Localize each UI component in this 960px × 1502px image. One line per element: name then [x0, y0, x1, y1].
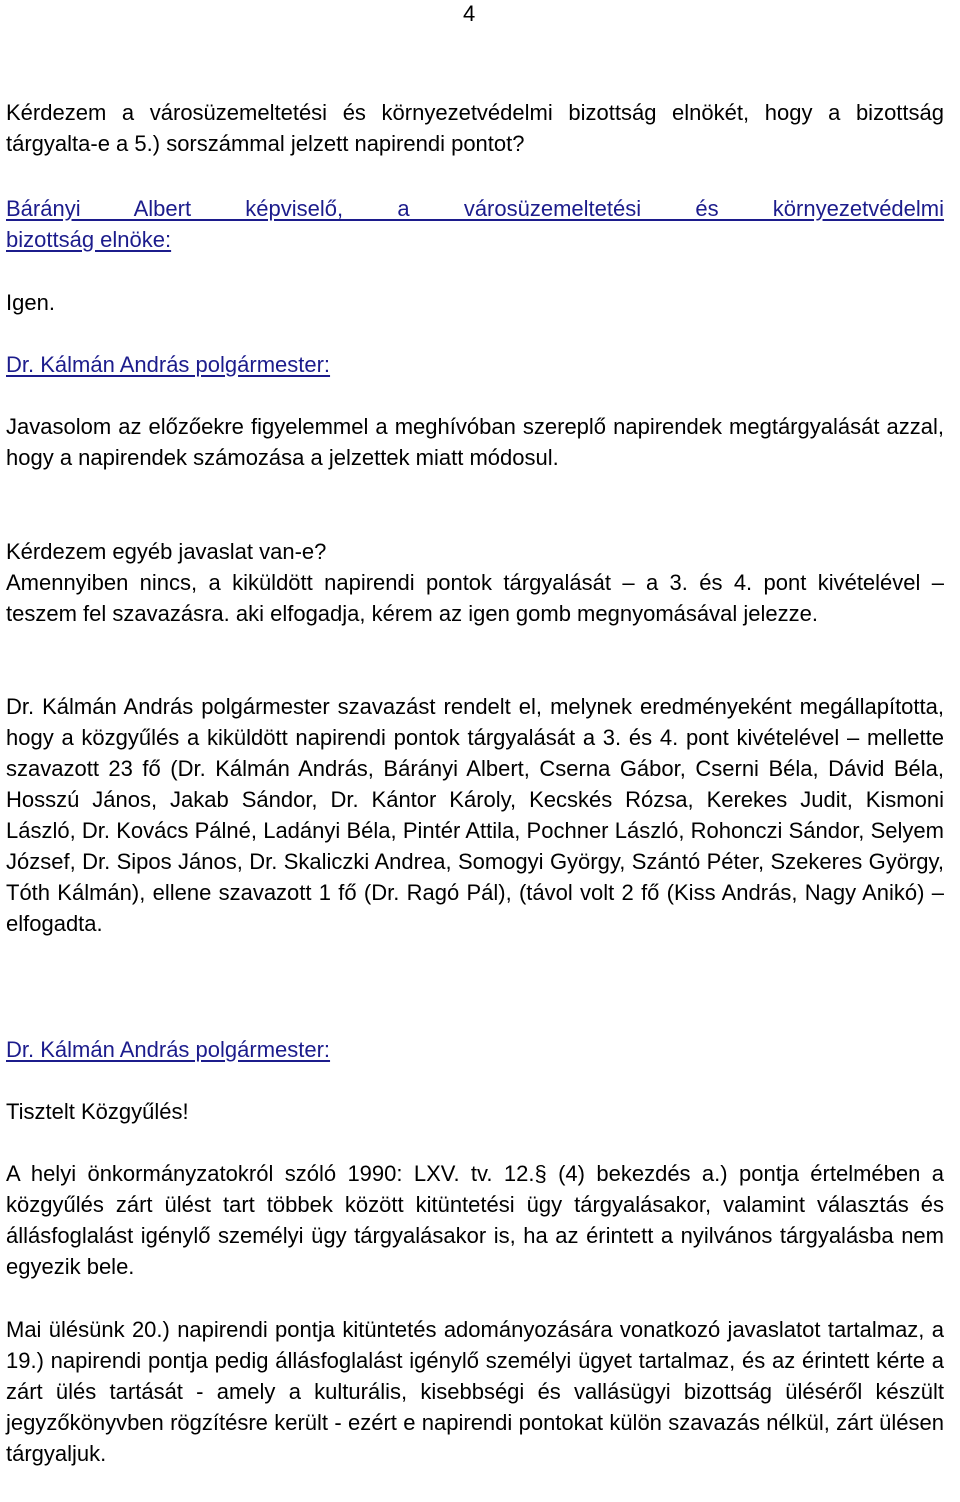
speaker-heading-baranyi — [6, 193, 944, 255]
speaker-name-line2: bizottság elnöke: — [6, 227, 172, 252]
question-other-proposal: Kérdezem egyéb javaslat van-e? — [6, 539, 327, 564]
greeting-paragraph: Tisztelt Közgyűlés! — [6, 1099, 189, 1124]
legal-basis-paragraph: A helyi önkormányzatokról szóló 1990: LXV. tv. 12.§ (4) bekezdés a.) pontja értelmében a közgyűlés zárt ülést tart többek között kitüntetési ügy tárgyalásakor, valamint választás és állásfoglalást igénylő személyi ügy tárgyalásakor is, ha az érintett a nyilvános tárgyalásba nem egyezik bele. — [6, 1161, 944, 1279]
speaker-name-line1: Bárányi Albert képviselő, a városüzemeltetési és környezetvédelmi — [6, 196, 944, 221]
vote-call-paragraph: Amennyiben nincs, a kiküldött napirendi pontok tárgyalását – a 3. és 4. pont kivételével – teszem fel szavazásra. aki elfogadja, kérem az igen gomb megnyomásával jelezze. — [6, 570, 944, 626]
page-number: 4 — [463, 1, 476, 26]
closed-session-paragraph: Mai ülésünk 20.) napirendi pontja kitüntetés adományozására vonatkozó javaslatot tartalmaz, a 19.) napirendi pontja pedig állásfoglalást igénylő személyi ügyet tartalmaz, és az érintett kérte a zárt ülés tartását - amely a kulturális, kisebbségi és vallásügyi bizottság üléséről készült jegyzőkönyvben rögzítésre került - ezért e napirendi pontokat külön szavazás nélkül, zárt ülésen tárgyaljuk. — [6, 1317, 944, 1466]
speaker-name-mayor: Dr. Kálmán András polgármester: — [6, 1037, 331, 1062]
answer-paragraph: Igen. — [6, 290, 55, 315]
speaker-name-mayor: Dr. Kálmán András polgármester: — [6, 352, 331, 377]
speaker-heading-mayor-1 — [6, 349, 944, 380]
vote-result-paragraph: Dr. Kálmán András polgármester szavazást rendelt el, melynek eredményeként megállapította, hogy a közgyűlés a kiküldött napirendi pontok tárgyalását a 3. és 4. pont kivételével – mellette szavazott 23 fő (Dr. Kálmán András, Bárányi Albert, Cserna Gábor, Cserni Béla, Dávid Béla, Hosszú János, Jakab Sándor, Dr. Kántor Károly, Kecskés Rózsa, Kerekes Judit, Kismoni László, Dr. Kovács Pálné, Ladányi Béla, Pintér Attila, Pochner László, Rohonczi Sándor, Selyem József, Dr. Sipos János, Dr. Skaliczki Andrea, Somogyi György, Szántó Péter, Szekeres György, Tóth Kálmán), ellene szavazott 1 fő (Dr. Ragó Pál), (távol volt 2 fő (Kiss András, Nagy Anikó) – elfogadta. — [6, 694, 944, 936]
question-paragraph: Kérdezem a városüzemeltetési és környezetvédelmi bizottság elnökét, hogy a bizottság tárgyalta-e a 5.) sorszámmal jelzett napirendi pontot? — [6, 100, 944, 156]
proposal-paragraph: Javasolom az előzőekre figyelemmel a meghívóban szereplő napirendek megtárgyalását azzal, hogy a napirendek számozása a jelzettek miatt módosul. — [6, 414, 944, 470]
speaker-heading-mayor-2 — [6, 1034, 944, 1065]
